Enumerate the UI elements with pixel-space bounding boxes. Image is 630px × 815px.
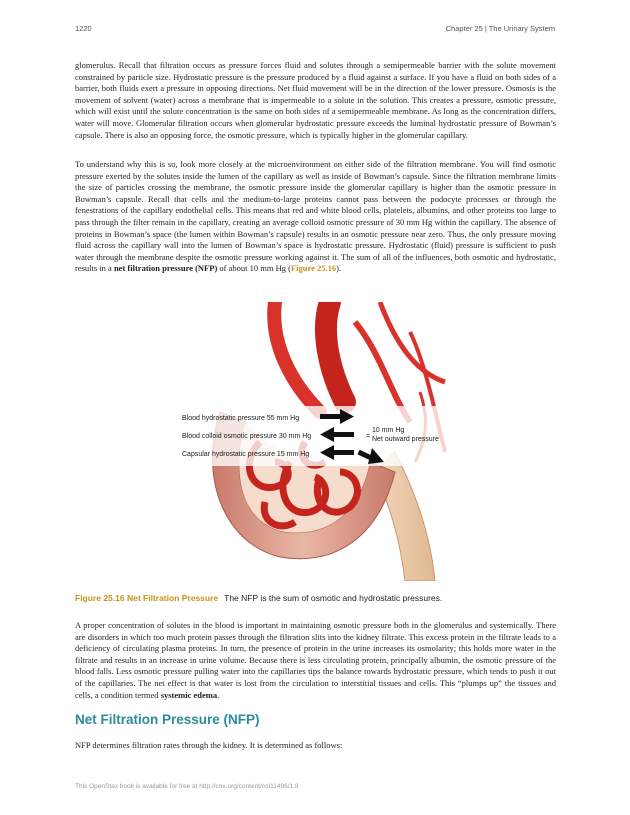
figure-link[interactable]: Figure 25.16 <box>290 263 337 274</box>
colloid-osmotic-label: Blood colloid osmotic pressure 30 mm Hg <box>182 433 312 440</box>
paragraph-2-after: of about 10 mm Hg ( <box>217 263 291 274</box>
paragraph-3-end: . <box>217 689 220 700</box>
footer: This OpenStax book is available for free at http://cnx.org/content/col11496/1.8 <box>75 783 299 790</box>
nfp-figure <box>180 302 450 581</box>
caption-text: The NFP is the sum of osmotic and hydrostatic pressures. <box>224 593 443 603</box>
afferent-arteriole <box>326 302 345 402</box>
paragraph-2-end: ). <box>336 263 342 274</box>
caption-label: Figure 25.16 Net Filtration Pressure <box>75 593 219 603</box>
section-title: Net Filtration Pressure (NFP) <box>75 712 260 727</box>
page-number: 1220 <box>75 24 92 33</box>
chapter-header: Chapter 25 | The Urinary System <box>445 24 555 33</box>
paragraph-2 <box>75 159 556 275</box>
paragraph-1: glomerulus. Recall that filtration occurs as pressure forces fluid and solutes through a semipermeable barrier with the solute movement constrained by particle size. Hydrostatic pressure is the pressure produced by a fluid against a surface. If you have a fluid on both sides of a barrier, both fluids exert a pressure in opposing directions. Net fluid movement will be in the direction of the lower pressure. Osmosis is the movement of solvent (water) across a membrane that is impermeable to a solute in the solution. This creates a pressure, osmotic pressure, which will exist until the solute concentration is the same on both sides of a semipermeable membrane. As long as the concentration differs, water will move. Glomerular filtration occurs when glomerular hydrostatic pressure exceeds the luminal hydrostatic pressure of Bowman’s capsule. There is also an opposing force, the osmotic pressure, which is typically higher in the glomerular capillary. <box>75 60 556 140</box>
paragraph-2-text: To understand why this is so, look more closely at the microenvironment on either side of the filtration membrane. You will find osmotic pressure exerted by the solutes inside the lumen of the capillary as well as inside of Bowman’s capsule. Since the filtration membrane limits the size of particles crossing the membrane, the osmotic pressure inside the glomerular capillary is higher than the osmotic pressure in Bowman’s capsule. Recall that cells and the medium-to-large proteins cannot pass between the podocyte processes or through the fenestrations of the capillary endothelial cells. This means that red and white blood cells, platelets, albumins, and other proteins too large to pass through the filter remain in the capillary, creating an average colloid osmotic pressure of 30 mm Hg within the capillary. The absence of proteins in Bowman’s space (the lumen within Bowman’s capsule) results in an osmotic pressure near zero. Thus, the only pressure moving fluid across the capillary wall into the lumen of Bowman’s space is hydrostatic pressure. Hydrostatic (fluid) pressure is sufficient to push water through the membrane despite the osmotic pressure working against it. The sum of all of the influences, both osmotic and hydrostatic, results in a <box>75 159 556 274</box>
figure-caption <box>75 593 556 603</box>
paragraph-3 <box>75 620 556 701</box>
efferent-arteriole <box>274 302 320 412</box>
result-label: Net outward pressure <box>372 436 439 443</box>
paragraph-4: NFP determines filtration rates through the kidney. It is determined as follows: <box>75 740 343 750</box>
blood-hydrostatic-label: Blood hydrostatic pressure 55 mm Hg <box>182 415 300 422</box>
nfp-term: net filtration pressure (NFP) <box>113 263 218 274</box>
equals-sign: = <box>366 433 371 440</box>
result-value: 10 mm Hg <box>372 427 405 434</box>
edema-term: systemic edema <box>160 689 218 700</box>
capsular-hydrostatic-label: Capsular hydrostatic pressure 15 mm Hg <box>182 451 310 458</box>
nephron-illustration <box>180 302 450 581</box>
paragraph-3-text: A proper concentration of solutes in the blood is important in maintaining osmotic pressure both in the glomerulus and systemically. There are disorders in which too much protein passes through the filtration slits into the kidney filtrate. This excess protein in the filtrate leads to a deficiency of circulating plasma proteins. In turn, the presence of protein in the urine increases its osmolarity; this holds more water in the filtrate and results in an increase in urine volume. Because there is less circulating protein, principally albumin, the osmotic pressure of the blood falls. Less osmotic pressure pulling water into the capillaries tips the balance towards hydrostatic pressure, which tends to push it out of the capillaries. The net effect is that water is lost from the circulation to interstitial tissues and cells. This “plumps up” the tissues and cells, a condition termed <box>75 620 556 700</box>
